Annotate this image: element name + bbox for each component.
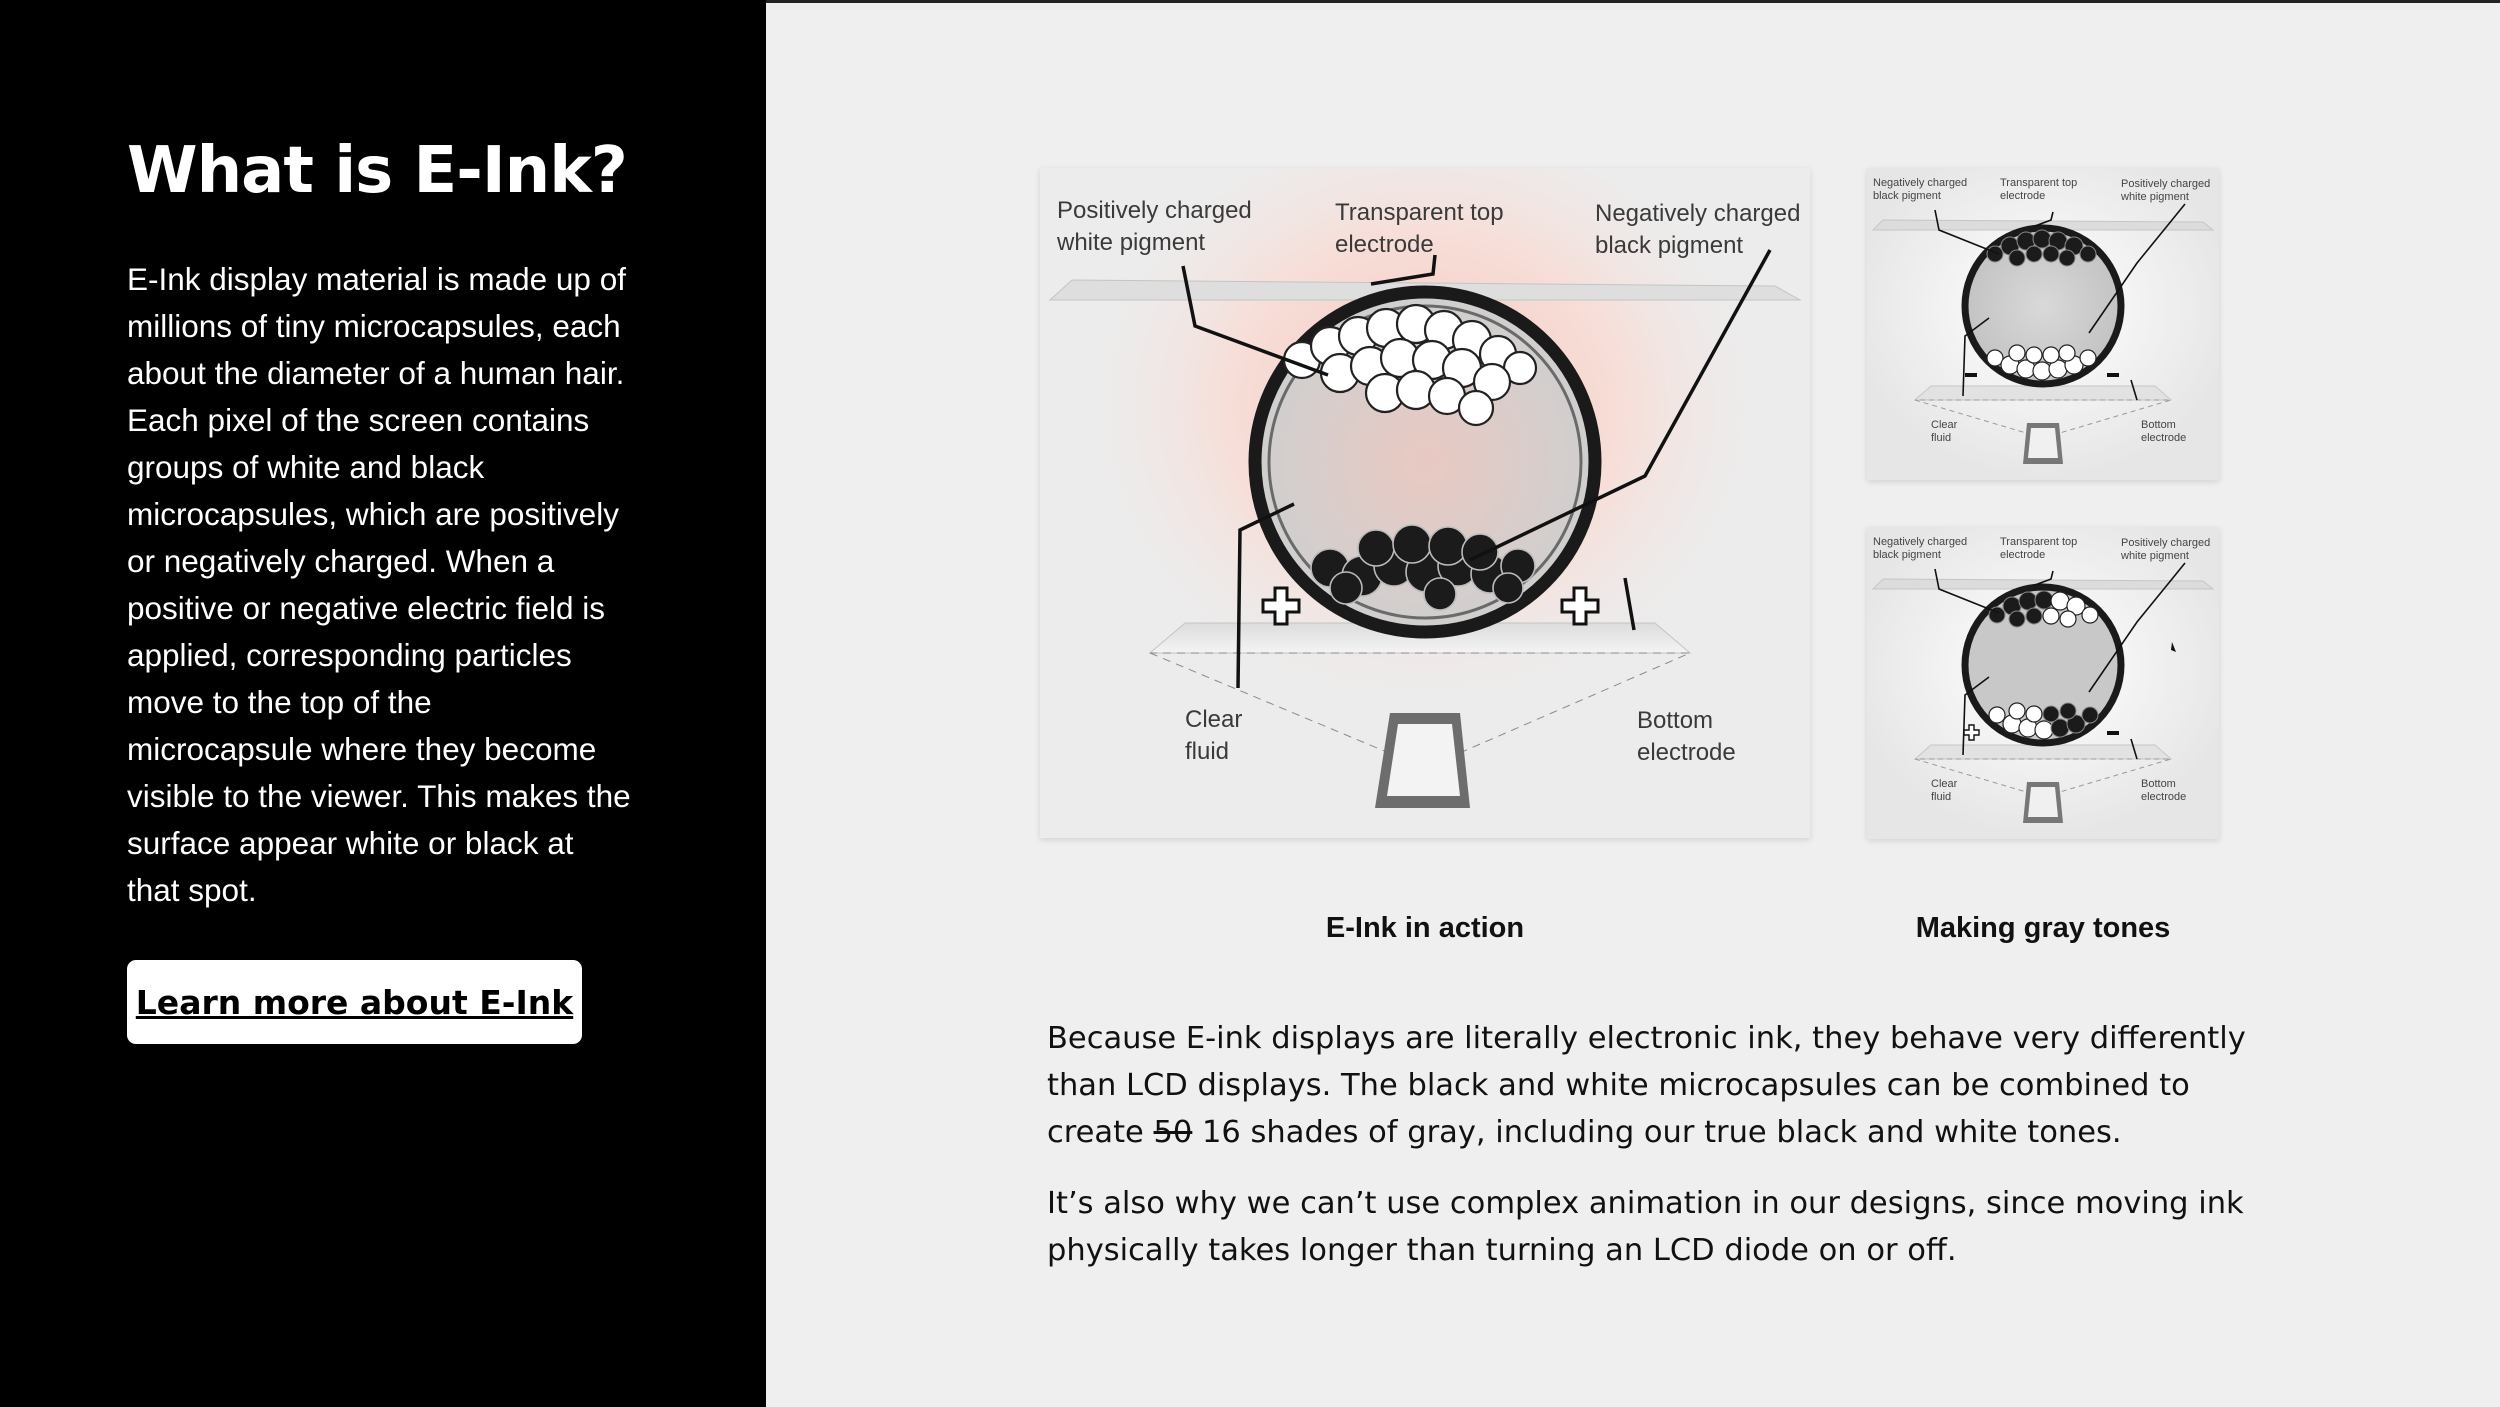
eink-action-figure [1040,168,1810,838]
learn-more-button[interactable]: Learn more about E-Ink [127,960,582,1044]
gray-top-label-top-2: electrode [2000,190,2046,202]
label-clear: Clear [1185,706,1243,733]
sidebar-description: E-Ink display material is made up of millions of tiny microcapsules, each about the diameter of a human hair. Each pixel of the screen contains groups of white and black microcapsules, which are positively or negatively charged. When a positive or negative electric field is applied, corresponding particles move to the top of the microcapsule where they become visible to the viewer. This makes the surface appear white or black at that spot. [127,261,631,908]
gray-bottom-label-clear: Clear [1931,778,1958,790]
gray-bottom-label-pos-1: Positively charged [2121,537,2211,549]
label-white-pigment: white pigment [1057,229,1206,256]
paragraph-1-text-end: 16 shades of gray, including our true black and white tones. [1192,1115,2122,1150]
gray-bottom-label-neg-1: Negatively charged [1873,536,1968,548]
gray-top-label-clear: Clear [1931,419,1958,431]
label-electrode: electrode [1335,231,1434,258]
gray-top-label-bottom: Bottom [2141,419,2176,431]
gray-tones-diagram-bottom [1867,527,2219,839]
gray-tones-figure-bottom [1867,527,2219,839]
gray-top-label-top-1: Transparent top [2000,177,2078,189]
sidebar [0,0,766,1407]
gray-bottom-label-fluid: fluid [1931,791,1952,803]
gray-bottom-label-top-1: Transparent top [2000,536,2078,548]
label-bottom-electrode: electrode [1637,739,1736,766]
caption-making-gray-tones: Making gray tones [1915,912,2171,944]
label-bottom: Bottom [1637,707,1714,734]
gray-bottom-label-bottom: Bottom [2141,778,2176,790]
gray-top-label-fluid: fluid [1931,432,1952,444]
gray-top-label-pos-1: Positively charged [2121,178,2211,190]
gray-bottom-label-neg-2: black pigment [1873,549,1941,561]
gray-top-label-neg-1: Negatively charged [1873,177,1968,189]
sidebar-title: What is E-Ink? [127,134,627,208]
label-fluid: fluid [1185,738,1230,765]
label-transparent-top: Transparent top [1335,199,1504,226]
gray-bottom-label-electrode: electrode [2141,791,2187,803]
caption-eink-in-action: E-Ink in action [1325,912,1525,944]
label-black-pigment: black pigment [1595,232,1744,259]
gray-top-label-electrode: electrode [2141,432,2187,444]
label-negatively-charged: Negatively charged [1595,200,1801,227]
label-positively-charged: Positively charged [1057,197,1252,224]
content-paragraph-2: It’s also why we can’t use complex animation in our designs, since moving ink physically takes longer than turning an LCD diode on or off. [1047,1186,2244,1268]
gray-tones-diagram-top [1867,168,2219,480]
content-paragraph-1 [1047,1015,2247,1156]
eink-capsule-diagram [1040,168,1810,838]
paragraph-1-text: Because E-ink displays are literally electronic ink, they behave very differently than LCD displays. The black and white microcapsules can be combined to create [1047,1021,2246,1150]
gray-top-label-pos-2: white pigment [2121,191,2189,203]
struck-number: 50 [1153,1115,1193,1150]
gray-tones-figure-top [1867,168,2219,480]
gray-bottom-label-pos-2: white pigment [2121,550,2189,562]
gray-top-label-neg-2: black pigment [1873,190,1941,202]
gray-bottom-label-top-2: electrode [2000,549,2046,561]
